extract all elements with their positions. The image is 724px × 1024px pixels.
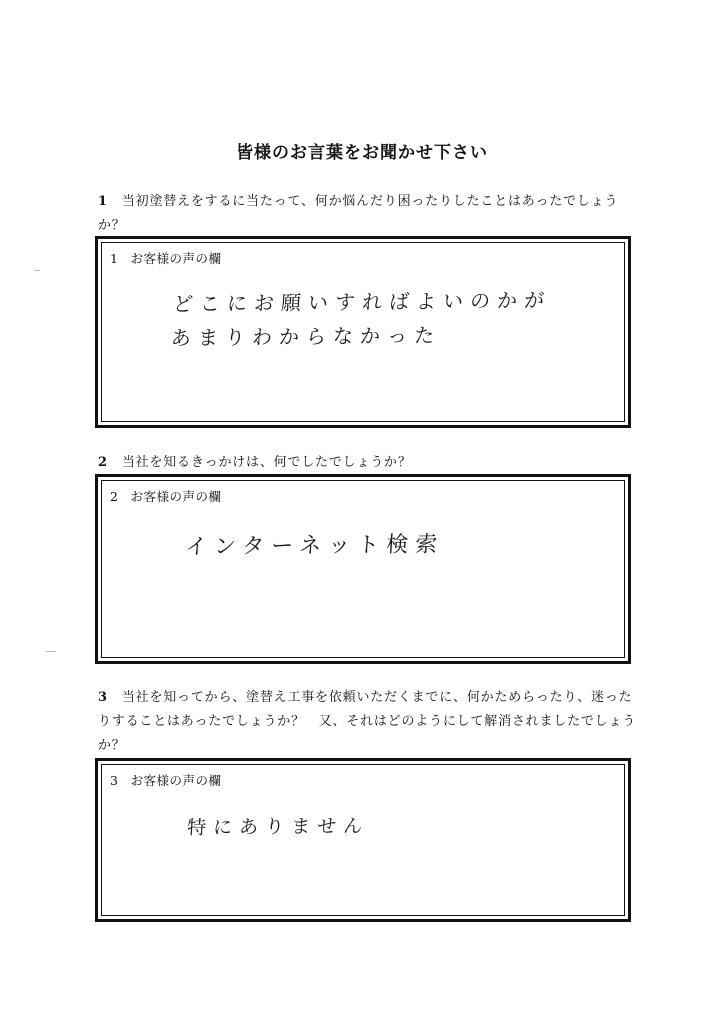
question-text: 当社を知るきっかけは、何でしたでしょうか？ — [121, 455, 412, 470]
box-number: 3 — [110, 773, 119, 788]
answer-box-3 — [95, 758, 631, 922]
answer-box-1 — [95, 236, 631, 428]
box-label — [110, 487, 221, 505]
box-label — [110, 249, 221, 267]
box-number: 1 — [110, 251, 119, 266]
handwritten-answer: インターネット検索 — [184, 532, 445, 560]
question-3 — [98, 686, 638, 758]
answer-box-2 — [95, 474, 631, 664]
question-1 — [98, 190, 638, 238]
box-label-text: お客様の声の欄 — [130, 773, 222, 788]
box-label — [110, 771, 221, 789]
question-number: 1 — [98, 194, 108, 209]
page-title: 皆様のお言葉をお聞かせ下さい — [236, 143, 488, 163]
question-number: 3 — [98, 690, 108, 705]
handwritten-answer: どこにお願いすればよいのかが あまりわからなかった — [170, 288, 552, 350]
box-number: 2 — [110, 489, 119, 504]
question-text: 当社を知ってから、塗替え工事を依頼いただくまでに、何かためらったり、迷った りすることはあったでしょうか？ 又、それはどのようにして解消されましたでしょう か？ — [98, 690, 637, 753]
scan-mark — [34, 270, 40, 271]
question-text: 当初塗替えをするに当たって、何か悩んだり困ったりしたことはあったでしょう か？ — [98, 194, 619, 233]
box-label-text: お客様の声の欄 — [130, 489, 222, 504]
question-2 — [98, 451, 638, 475]
handwritten-answer: 特にありません — [186, 815, 370, 839]
scan-mark — [46, 651, 56, 652]
question-number: 2 — [98, 455, 108, 470]
box-label-text: お客様の声の欄 — [130, 251, 222, 266]
